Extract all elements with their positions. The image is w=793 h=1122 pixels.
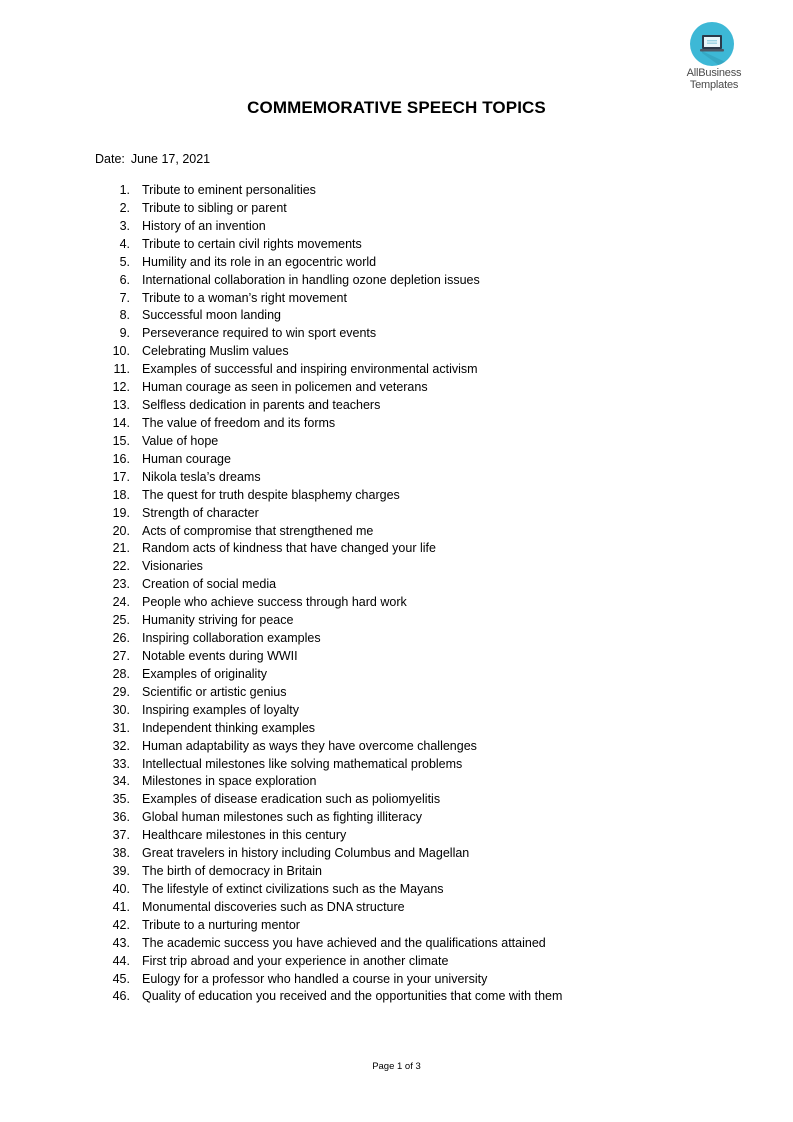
list-item — [0, 396, 793, 414]
list-item-text: Healthcare milestones in this century — [142, 828, 347, 843]
list-item — [0, 253, 793, 271]
list-item-number: 15. — [112, 433, 130, 448]
list-item — [0, 504, 793, 522]
list-item-text: Independent thinking examples — [142, 720, 316, 735]
list-item-number: 6. — [119, 272, 130, 287]
list-item-number: 16. — [112, 451, 130, 466]
list-item-text: Examples of successful and inspiring environmental activism — [142, 362, 478, 377]
list-item-number: 8. — [119, 308, 130, 323]
list-item-number: 34. — [112, 774, 130, 789]
list-item — [0, 629, 793, 647]
list-item-number: 35. — [112, 792, 130, 807]
list-item-text: Humanity striving for peace — [142, 613, 294, 628]
list-item — [0, 683, 793, 701]
list-item-text: People who achieve success through hard work — [142, 595, 407, 610]
list-item-text: Acts of compromise that strengthened me — [142, 523, 374, 538]
list-item-number: 21. — [112, 541, 130, 556]
list-item-text: The value of freedom and its forms — [142, 415, 336, 430]
list-item — [0, 432, 793, 450]
list-item — [0, 199, 793, 217]
list-item-number: 39. — [112, 864, 130, 879]
list-item — [0, 665, 793, 683]
list-item-text: Human courage as seen in policemen and veterans — [142, 380, 428, 395]
list-item-text: International collaboration in handling ozone depletion issues — [142, 272, 480, 287]
list-item-text: Notable events during WWII — [142, 648, 298, 663]
list-item-text: Tribute to a nurturing mentor — [142, 917, 300, 932]
allbusiness-templates-logo — [674, 20, 754, 96]
list-item-number: 3. — [119, 218, 130, 233]
logo-wordmark — [674, 67, 754, 91]
list-item — [0, 934, 793, 952]
list-item-number: 46. — [112, 989, 130, 1004]
list-item-text: Value of hope — [142, 433, 219, 448]
list-item-number: 4. — [119, 236, 130, 251]
list-item — [0, 289, 793, 307]
list-item-text: Strength of character — [142, 505, 259, 520]
page-number: Page 1 of 3 — [372, 1061, 421, 1072]
list-item-text: The academic success you have achieved and the qualifications attained — [142, 935, 546, 950]
list-item — [0, 737, 793, 755]
list-item — [0, 970, 793, 988]
list-item-text: Monumental discoveries such as DNA structure — [142, 899, 405, 914]
list-item — [0, 217, 793, 235]
list-item-text: Quality of education you received and the opportunities that come with them — [142, 989, 563, 1004]
list-item-text: Successful moon landing — [142, 308, 281, 323]
list-item — [0, 826, 793, 844]
list-item-number: 23. — [112, 577, 130, 592]
list-item-number: 17. — [112, 469, 130, 484]
list-item-text: The lifestyle of extinct civilizations such as the Mayans — [142, 881, 444, 896]
list-item-text: Human courage — [142, 451, 231, 466]
list-item — [0, 414, 793, 432]
list-item — [0, 755, 793, 773]
list-item-number: 32. — [112, 738, 130, 753]
list-item-number: 22. — [112, 559, 130, 574]
list-item-number: 18. — [112, 487, 130, 502]
list-item-text: Visionaries — [142, 559, 203, 574]
list-item-number: 5. — [119, 254, 130, 269]
list-item-number: 25. — [112, 613, 130, 628]
list-item-text: Eulogy for a professor who handled a course in your university — [142, 971, 488, 986]
list-item — [0, 306, 793, 324]
list-item-text: Milestones in space exploration — [142, 774, 317, 789]
list-item-number: 40. — [112, 881, 130, 896]
list-item — [0, 486, 793, 504]
list-item-text: Selfless dedication in parents and teachers — [142, 398, 381, 413]
list-item — [0, 539, 793, 557]
list-item-number: 44. — [112, 953, 130, 968]
logo-line-1: AllBusiness — [686, 67, 742, 79]
list-item-text: Perseverance required to win sport events — [142, 326, 377, 341]
list-item — [0, 181, 793, 199]
list-item-text: Tribute to sibling or parent — [142, 200, 287, 215]
topic-list — [0, 181, 793, 1005]
list-item-text: Intellectual milestones like solving mathematical problems — [142, 756, 463, 771]
list-item-number: 43. — [112, 935, 130, 950]
list-item-text: Great travelers in history including Columbus and Magellan — [142, 846, 470, 861]
list-item-number: 7. — [119, 290, 130, 305]
list-item-number: 2. — [119, 200, 130, 215]
list-item-number: 11. — [113, 362, 130, 377]
list-item-text: History of an invention — [142, 218, 266, 233]
list-item — [0, 952, 793, 970]
list-item — [0, 593, 793, 611]
list-item-number: 41. — [112, 899, 130, 914]
list-item-text: Examples of disease eradication such as poliomyelitis — [142, 792, 441, 807]
list-item — [0, 916, 793, 934]
list-item-number: 33. — [112, 756, 130, 771]
list-item-text: The quest for truth despite blasphemy charges — [142, 487, 400, 502]
list-item-text: Tribute to eminent personalities — [142, 183, 316, 197]
list-item-text: Global human milestones such as fighting illiteracy — [142, 810, 422, 825]
document-title: COMMEMORATIVE SPEECH TOPICS — [247, 98, 546, 117]
list-item — [0, 450, 793, 468]
list-item-text: First trip abroad and your experience in another climate — [142, 953, 449, 968]
list-item-number: 19. — [112, 505, 130, 520]
list-item — [0, 378, 793, 396]
list-item-text: Human adaptability as ways they have overcome challenges — [142, 738, 477, 753]
document-date — [95, 152, 210, 166]
list-item — [0, 575, 793, 593]
list-item-number: 42. — [112, 917, 130, 932]
list-item-number: 29. — [112, 684, 130, 699]
list-item-text: Celebrating Muslim values — [142, 344, 289, 359]
list-item-number: 12. — [112, 380, 130, 395]
list-item — [0, 772, 793, 790]
list-item-number: 24. — [112, 595, 130, 610]
list-item — [0, 360, 793, 378]
list-item-number: 36. — [112, 810, 130, 825]
list-item-number: 13. — [112, 398, 130, 413]
list-item — [0, 522, 793, 540]
list-item-text: Examples of originality — [142, 666, 268, 681]
laptop-icon — [690, 22, 734, 66]
list-item-number: 1. — [119, 183, 130, 197]
list-item-number: 37. — [112, 828, 130, 843]
list-item — [0, 844, 793, 862]
list-item-number: 26. — [112, 631, 130, 646]
list-item-text: Inspiring examples of loyalty — [142, 702, 300, 717]
list-item-number: 38. — [112, 846, 130, 861]
list-item — [0, 862, 793, 880]
list-item-number: 14. — [112, 415, 130, 430]
list-item-number: 30. — [112, 702, 130, 717]
list-item-number: 28. — [112, 666, 130, 681]
date-label: Date: — [95, 152, 125, 166]
list-item — [0, 880, 793, 898]
list-item-text: Humility and its role in an egocentric world — [142, 254, 377, 269]
list-item-text: Tribute to certain civil rights movements — [142, 236, 362, 251]
list-item-number: 45. — [112, 971, 130, 986]
list-item — [0, 701, 793, 719]
list-item — [0, 647, 793, 665]
list-item — [0, 987, 793, 1005]
list-item — [0, 611, 793, 629]
list-item-number: 9. — [119, 326, 130, 341]
list-item-text: Nikola tesla’s dreams — [142, 469, 261, 484]
list-item — [0, 468, 793, 486]
list-item — [0, 235, 793, 253]
list-item-text: The birth of democracy in Britain — [142, 864, 322, 879]
list-item — [0, 808, 793, 826]
list-item-text: Inspiring collaboration examples — [142, 631, 321, 646]
list-item-number: 10. — [112, 344, 130, 359]
list-item — [0, 342, 793, 360]
list-item — [0, 898, 793, 916]
date-value: June 17, 2021 — [130, 152, 211, 166]
list-item — [0, 271, 793, 289]
list-item — [0, 790, 793, 808]
logo-line-2: Templates — [689, 79, 739, 91]
list-item-text: Scientific or artistic genius — [142, 684, 287, 699]
list-item-number: 31. — [112, 720, 130, 735]
list-item — [0, 719, 793, 737]
list-item — [0, 557, 793, 575]
list-item-number: 27. — [112, 648, 130, 663]
list-item-text: Creation of social media — [142, 577, 277, 592]
list-item-text: Random acts of kindness that have changed your life — [142, 541, 436, 556]
list-item — [0, 324, 793, 342]
list-item-number: 20. — [112, 523, 130, 538]
list-item-text: Tribute to a woman’s right movement — [142, 290, 347, 305]
